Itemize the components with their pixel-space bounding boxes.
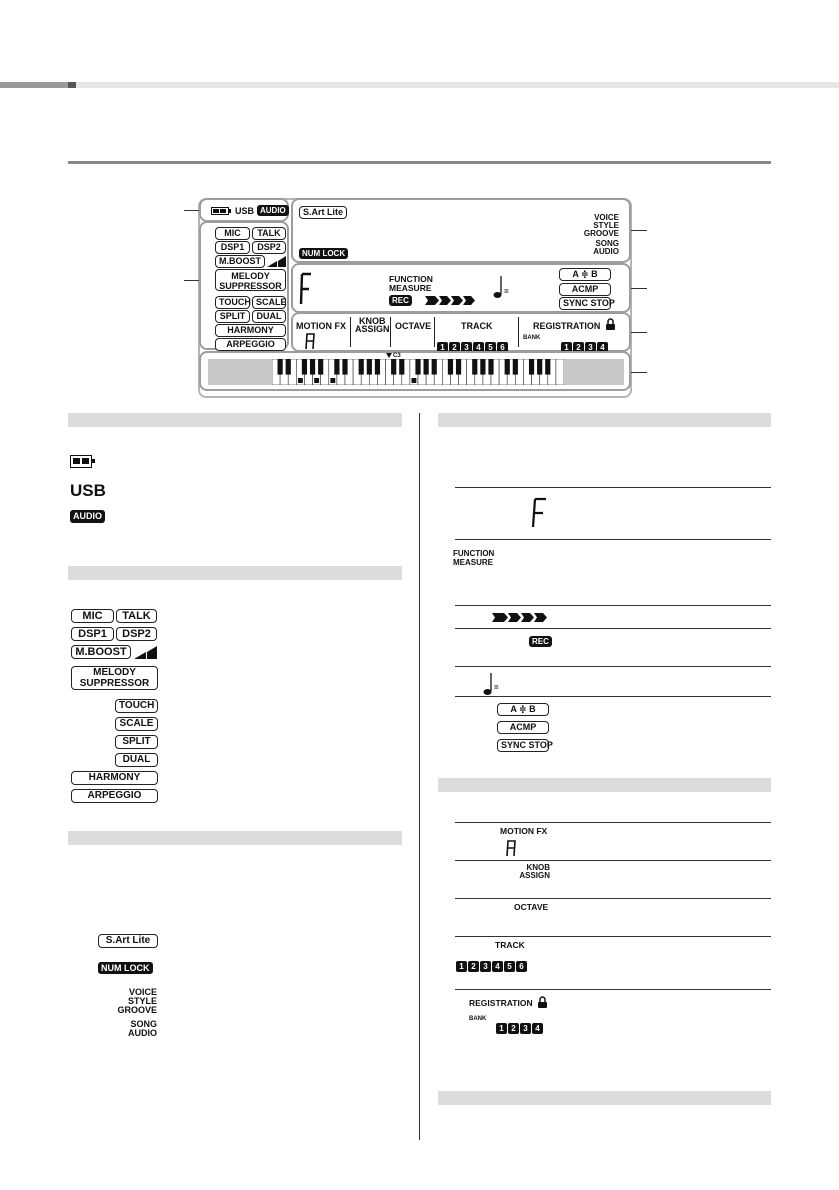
beat-arrows-icon [492,613,549,622]
segment-a-icon [304,332,316,350]
indicator-panel [199,221,289,350]
octave-label: OCTAVE [514,902,549,912]
octave-label: OCTAVE [395,321,432,331]
numlock-indicator: NUM LOCK [98,962,153,974]
section-bar-main [68,831,402,845]
column-divider [419,413,420,1140]
battery-icon [70,455,92,468]
c3-marker-icon [386,353,392,358]
bank-label: BANK [469,1016,487,1022]
sart-indicator: S.Art Lite [98,934,158,948]
track-label: TRACK [495,940,525,950]
arpeggio-indicator: ARPEGGIO [71,789,158,803]
mic-indicator: MIC [215,227,250,240]
song-audio-label: SONG AUDIO [128,1019,157,1038]
keyboard-panel [199,351,631,391]
bank-numbers: 1 2 3 4 [496,1018,544,1036]
voice-style-groove-label: VOICE STYLE GROOVE [583,213,619,238]
c3-label: C3 [393,353,401,359]
function-measure-label: FUNCTION MEASURE [453,549,495,567]
track-numbers: 1 2 3 4 5 6 [456,956,528,974]
dual-indicator: DUAL [115,753,158,767]
lock-icon [537,996,548,1008]
sart-indicator: S.Art Lite [299,206,347,219]
harmony-indicator: HARMONY [71,771,158,785]
track-label: TRACK [461,321,493,331]
segment-f-icon [299,272,313,306]
song-audio-label: SONG AUDIO [593,239,619,256]
acmp-indicator: ACMP [497,721,549,734]
bank-label: BANK [523,335,541,341]
dsp2-indicator: DSP2 [116,627,157,641]
usb-label: USB [70,481,106,500]
talk-indicator: TALK [252,227,286,240]
numlock-indicator: NUM LOCK [299,248,348,259]
section-bar-motion [438,778,771,792]
ab-indicator: A ≑ B [497,703,549,716]
level-icon [267,255,287,267]
function-panel [291,263,631,313]
section-bar-function [438,413,771,427]
scale-indicator: SCALE [115,717,158,731]
level-icon [134,645,158,659]
ab-indicator: A ≑ B [559,268,611,281]
syncstop-indicator: SYNC STOP [559,297,611,310]
melody-suppressor-indicator: MELODY SUPPRESSOR [71,666,158,690]
harmony-indicator: HARMONY [215,324,286,337]
audio-badge: AUDIO [257,205,289,216]
split-indicator: SPLIT [215,310,250,323]
bank-numbers: 1 2 3 4 [561,337,609,355]
tempo-equal: = [494,683,499,692]
motionfx-label: MOTION FX [500,826,548,836]
voice-style-groove-label: VOICE STYLE GROOVE [117,987,157,1015]
section-rule [68,161,771,164]
main-text-panel [291,198,631,263]
section-bar-indicators [68,566,402,580]
dsp1-indicator: DSP1 [215,241,250,254]
tempo-equal: = [504,287,509,296]
motionfx-label: MOTION FX [296,321,346,331]
usb-label: USB [235,206,255,216]
mboost-indicator: M.BOOST [215,255,265,268]
talk-indicator: TALK [116,609,157,623]
acmp-indicator: ACMP [559,283,611,296]
mboost-indicator: M.BOOST [71,645,131,659]
function-measure-label: FUNCTION MEASURE [389,274,433,293]
section-bar-keyboard [438,1091,771,1105]
rec-indicator: REC [529,636,552,647]
audio-badge: AUDIO [70,510,105,523]
registration-label: REGISTRATION [469,998,533,1008]
touch-indicator: TOUCH [115,699,158,713]
melody-suppressor-indicator: MELODY SUPPRESSOR [215,269,286,291]
segment-a-icon [505,839,517,857]
lock-icon [605,318,616,330]
split-indicator: SPLIT [115,735,158,749]
segment-f-icon [530,497,548,529]
dual-indicator: DUAL [252,310,286,323]
header-bar [0,82,839,88]
knob-assign-label: KNOB ASSIGN [355,316,390,334]
beat-arrows-icon [425,296,475,305]
touch-indicator: TOUCH [215,296,250,309]
note-icon [483,672,493,696]
registration-label: REGISTRATION [533,321,601,331]
note-icon [493,275,503,299]
arpeggio-indicator: ARPEGGIO [215,338,286,351]
motion-panel [291,312,631,352]
scale-indicator: SCALE [252,296,286,309]
dsp1-indicator: DSP1 [71,627,114,641]
keyboard-icon [272,359,564,385]
track-numbers: 1 2 3 4 5 6 [437,337,509,355]
syncstop-indicator: SYNC STOP [497,739,549,752]
battery-icon [211,207,229,215]
section-bar-power [68,413,402,427]
power-panel [199,198,289,222]
dsp2-indicator: DSP2 [252,241,286,254]
rec-indicator: REC [389,295,412,306]
mic-indicator: MIC [71,609,114,623]
knob-assign-label: KNOB ASSIGN [519,863,550,880]
